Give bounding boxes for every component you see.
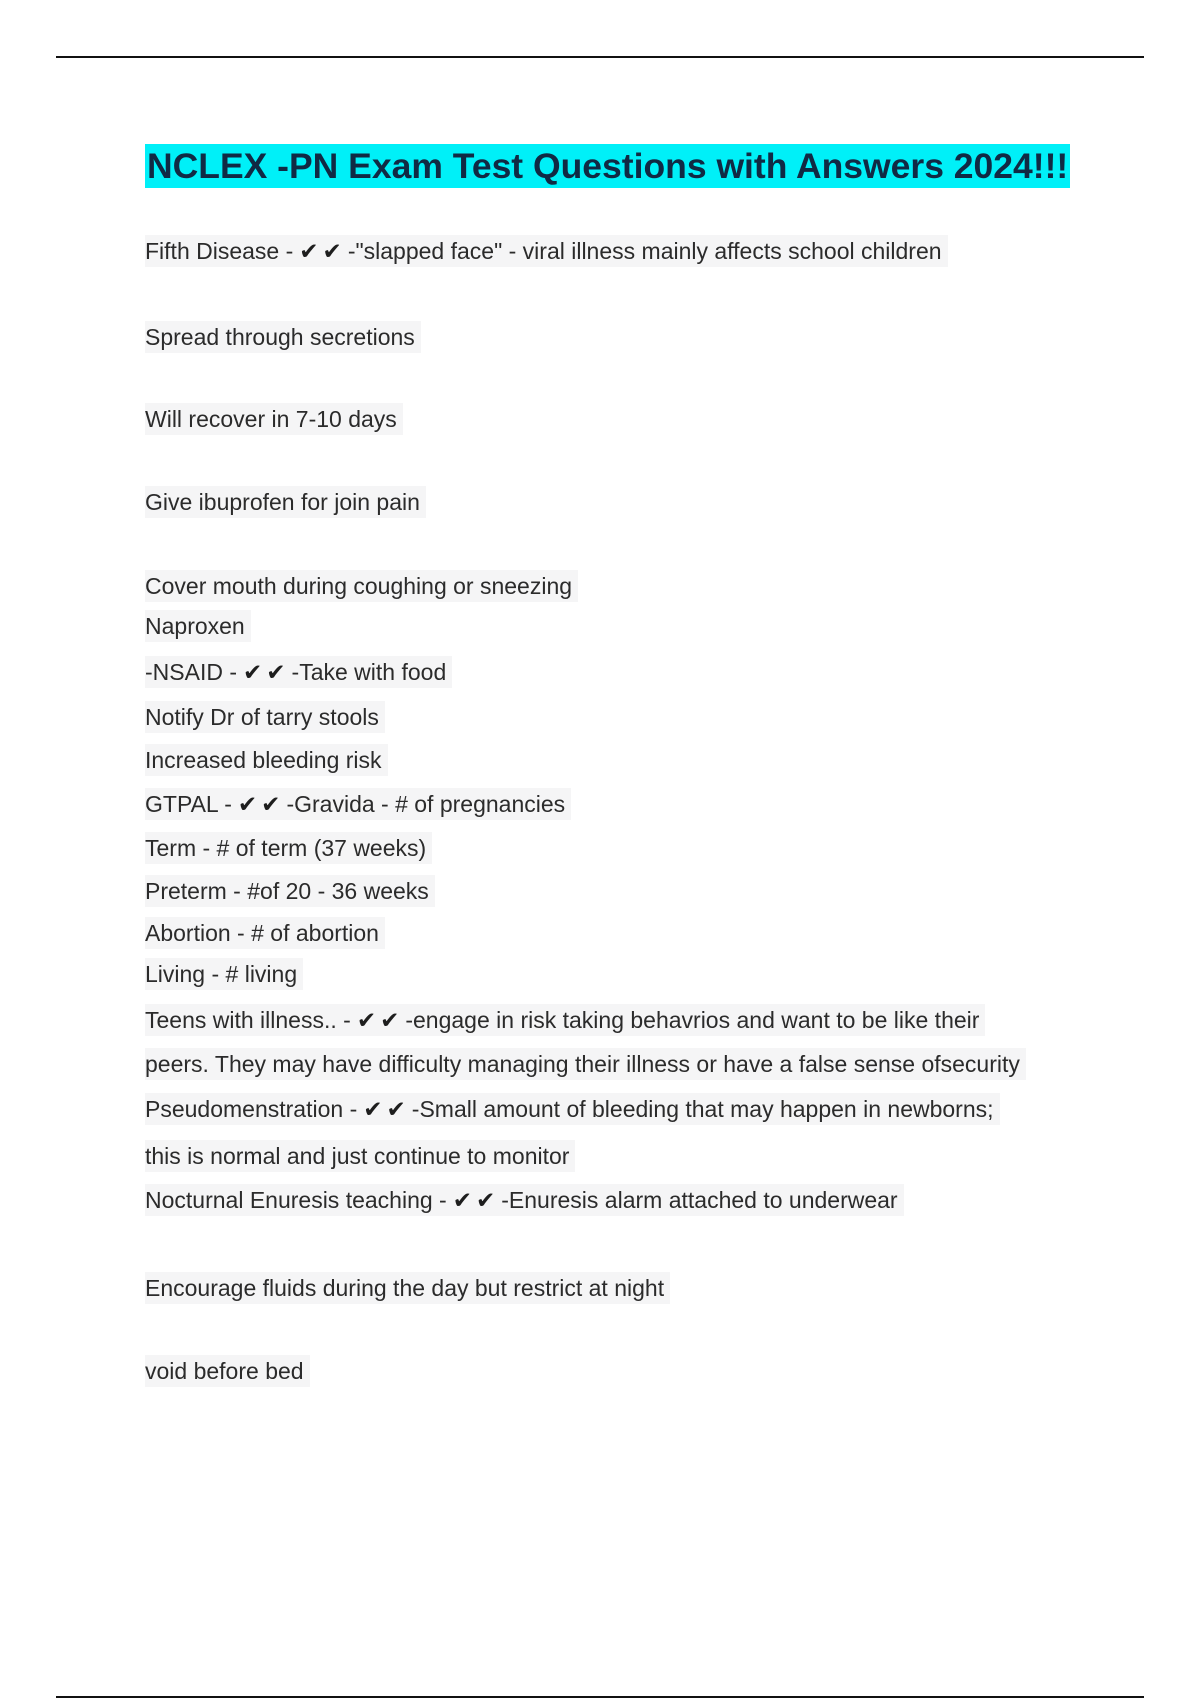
line-text: Cover mouth during coughing or sneezing <box>145 573 573 599</box>
line-text: -engage in risk taking behavrios and want to be like their <box>405 1007 980 1033</box>
document-line <box>145 321 421 353</box>
checkmark-icon: ✔✔ <box>452 1187 500 1213</box>
document-line <box>145 788 571 820</box>
line-text: Will recover in 7-10 days <box>145 406 397 432</box>
line-text: Living - # living <box>145 961 298 987</box>
line-text: -Take with food <box>291 659 447 685</box>
document-line <box>145 1272 670 1304</box>
document-line <box>145 656 452 688</box>
checkmark-icon: ✔✔ <box>243 659 290 685</box>
document-line <box>145 403 403 435</box>
document-line <box>145 570 578 602</box>
document-title: NCLEX -PN Exam Test Questions with Answers 2024!!! <box>147 146 1069 186</box>
line-text: peers. They may have difficulty managing their illness or have a false sense ofsecurity <box>145 1051 1020 1077</box>
document-line <box>145 1048 1026 1080</box>
checkmark-icon: ✔✔ <box>363 1096 410 1122</box>
checkmark-icon: ✔✔ <box>356 1007 404 1033</box>
document-line <box>145 235 948 267</box>
line-text: Give ibuprofen for join pain <box>145 489 420 515</box>
line-text: void before bed <box>145 1358 304 1384</box>
document-line <box>145 486 426 518</box>
checkmark-icon: ✔✔ <box>299 238 346 264</box>
line-term: Teens with illness.. - <box>145 1007 351 1033</box>
line-term: GTPAL - <box>145 791 232 817</box>
line-text: Spread through secretions <box>145 324 415 350</box>
line-text: -Gravida - # of pregnancies <box>286 791 566 817</box>
line-text: this is normal and just continue to monitor <box>145 1143 570 1169</box>
line-text: Notify Dr of tarry stools <box>145 704 379 730</box>
document-line <box>145 875 435 907</box>
document-line <box>145 917 385 949</box>
line-term: Fifth Disease - <box>145 238 294 264</box>
line-text: Term - # of term (37 weeks) <box>145 835 427 861</box>
line-text: Naproxen <box>145 613 245 639</box>
document-line <box>145 610 251 642</box>
document-line <box>145 1004 985 1036</box>
document-line <box>145 1093 1000 1125</box>
line-term: Pseudomenstration - <box>145 1096 358 1122</box>
line-text: -"slapped face" - viral illness mainly affects school children <box>347 238 942 264</box>
line-text: -Small amount of bleeding that may happen in newborns; <box>411 1096 994 1122</box>
line-text: Preterm - #of 20 - 36 weeks <box>145 878 429 904</box>
document-line <box>145 958 303 990</box>
document-line <box>145 1140 575 1172</box>
line-term: -NSAID - <box>145 659 237 685</box>
document-line <box>145 1355 310 1387</box>
document-line <box>145 744 388 776</box>
document-line <box>145 1184 904 1216</box>
line-text: Increased bleeding risk <box>145 747 382 773</box>
bottom-rule <box>56 1696 1144 1698</box>
document-line <box>145 701 385 733</box>
line-text: -Enuresis alarm attached to underwear <box>501 1187 898 1213</box>
line-term: Nocturnal Enuresis teaching - <box>145 1187 447 1213</box>
line-text: Encourage fluids during the day but restrict at night <box>145 1275 665 1301</box>
document-line <box>145 832 432 864</box>
checkmark-icon: ✔✔ <box>237 791 285 817</box>
top-rule <box>56 56 1144 58</box>
line-text: Abortion - # of abortion <box>145 920 379 946</box>
